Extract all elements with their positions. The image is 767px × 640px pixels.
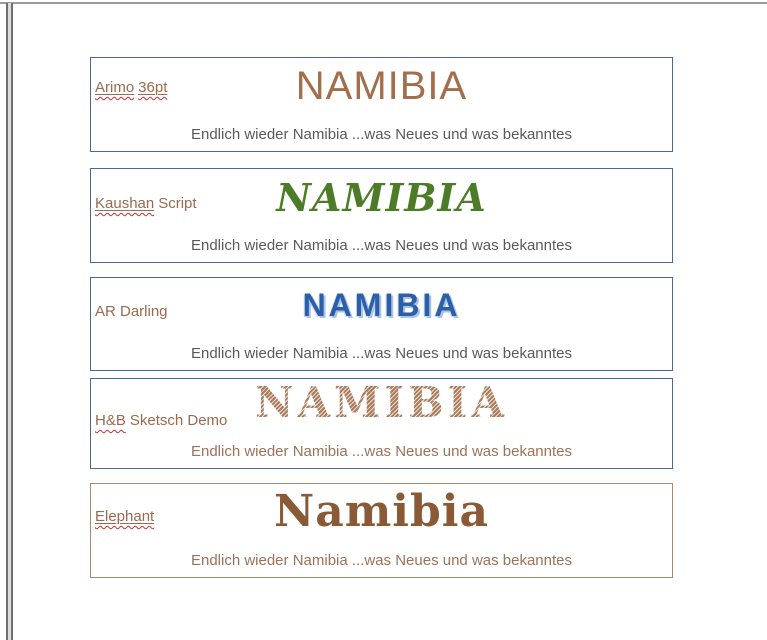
font-name-word: Elephant — [95, 508, 155, 525]
font-name-word: Kaushan — [95, 195, 155, 212]
sample-subtitle: Endlich wieder Namibia ...was Neues und was bekanntes — [190, 126, 573, 143]
font-sample-frame-elephant[interactable] — [90, 483, 673, 578]
font-name-word: AR Darling — [95, 303, 168, 320]
misspelled-word: H&B — [95, 412, 126, 429]
font-name-label — [95, 412, 227, 430]
headline-sample-sketsch: NAMIBIA — [91, 381, 672, 425]
misspelled-word — [95, 508, 154, 525]
font-name-word: Script — [158, 195, 197, 212]
font-name-label — [95, 195, 197, 213]
sample-subtitle: Endlich wieder Namibia ...was Neues und was bekanntes — [190, 443, 573, 460]
page-left-edge — [6, 3, 13, 640]
misspelled-word — [138, 79, 167, 96]
page-top-edge — [0, 2, 767, 4]
font-name-word: Sketsch Demo — [129, 412, 228, 429]
misspelled-word — [95, 79, 134, 96]
headline-sample-darling: NAMIBIA — [302, 287, 461, 323]
sample-subtitle: Endlich wieder Namibia ...was Neues und was bekanntes — [190, 237, 573, 254]
headline-sample-kaushan: NAMIBIA — [276, 175, 487, 220]
headline-sample-arimo: NAMIBIA — [295, 64, 468, 108]
font-sample-frame-kaushan-script[interactable] — [90, 168, 673, 263]
sample-subtitle: Endlich wieder Namibia ...was Neues und was bekanntes — [190, 345, 573, 362]
font-name-word: Arimo — [95, 79, 135, 96]
sample-subtitle: Endlich wieder Namibia ...was Neues und was bekanntes — [190, 552, 573, 569]
font-sample-frame-ar-darling[interactable] — [90, 277, 673, 371]
font-name-label — [95, 303, 168, 321]
misspelled-word — [95, 195, 154, 212]
font-name-label — [95, 79, 167, 97]
font-name-label — [95, 508, 154, 526]
headline-sample-elephant: Namibia — [274, 486, 489, 537]
font-size-word: 36pt — [138, 79, 168, 96]
font-sample-frame-arimo[interactable] — [90, 57, 673, 152]
font-sample-frame-hb-sketsch[interactable] — [90, 378, 673, 469]
